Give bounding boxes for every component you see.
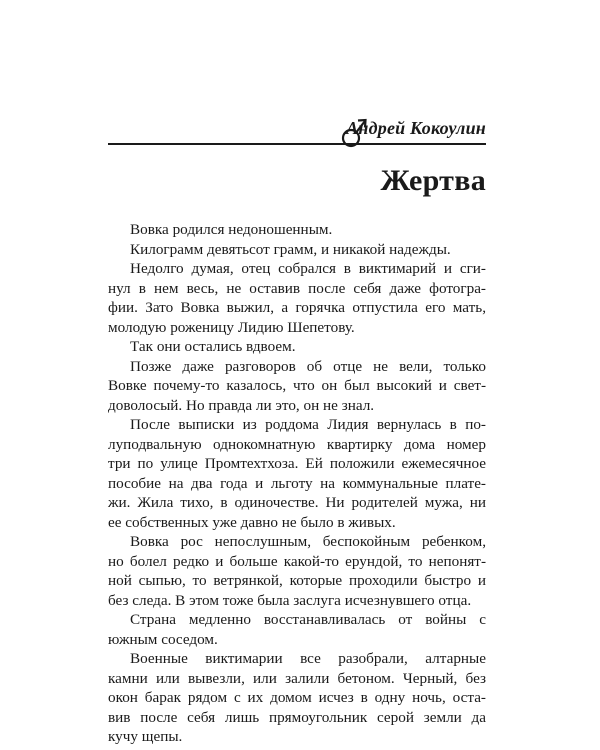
text-line: Позже даже разговоров об отце не вели, только — [130, 357, 486, 375]
text-line: Вовка рос непослушным, беспокойным ребенком, — [130, 533, 486, 550]
paragraph — [108, 357, 486, 416]
text-line: молодую роженицу Лидию Шепетову. — [108, 318, 355, 336]
text-line: но болел редко и больше какой-то ерундой, то непонят- — [108, 552, 486, 570]
paragraph — [108, 649, 486, 747]
story-title: Жертва — [380, 164, 486, 197]
paragraph — [108, 240, 486, 260]
text-line: ной сыпью, то ветрянкой, которые проходили быстро и — [108, 572, 486, 589]
text-line: Так они остались вдвоем. — [130, 338, 296, 355]
text-line: ее собственных уже давно не было в живых. — [108, 513, 396, 531]
text-line: После выписки из роддома Лидия вернулась в по- — [130, 416, 486, 433]
text-line: без следа. В этом тоже была заслуга исчезнувшего отца. — [108, 591, 472, 609]
text-line: Недолго думая, отец собрался в виктимарий и сги- — [130, 260, 486, 277]
text-line: Килограмм девятьсот грамм, и никакой надежды. — [130, 240, 451, 258]
author-name: Андрей Кокоулин — [346, 118, 486, 138]
text-line: нул в нем весь, не оставив после себя даже фотогра- — [108, 279, 486, 297]
text-line: фии. Зато Вовка выжил, а горячка отпустила его мать, — [108, 299, 486, 316]
text-line: Вовка родился недоношенным. — [130, 221, 333, 238]
text-line: камни или вывезли, или залили бетоном. Черный, без — [108, 669, 486, 687]
text-line: пособие на два года и льготу на коммунальные плате- — [108, 474, 486, 492]
text-line: луподвальную однокомнатную квартирку дома номер — [108, 435, 486, 453]
text-line: вив после себя лишь прямоугольник серой земли да — [108, 708, 486, 726]
text-line: Страна медленно восстанавливалась от войны с — [130, 611, 486, 628]
text-line: южным соседом. — [108, 630, 218, 648]
text-line: Вовке почему-то казалось, что он был высокий и свет- — [108, 377, 486, 394]
paragraph — [108, 610, 486, 649]
text-line: кучу щепы. — [108, 728, 183, 745]
story-body — [108, 220, 486, 747]
text-line: три по улице Промтехтхоза. Ей положили ежемесячное — [108, 455, 486, 472]
header-rule — [108, 143, 486, 145]
paragraph — [108, 259, 486, 337]
text-line: жи. Жила тихо, в одиночестве. Ни родителей мужа, ни — [108, 494, 486, 511]
text-line: доволосый. Но правда ли это, он не знал. — [108, 396, 375, 414]
paragraph — [108, 220, 486, 240]
text-line: окон барак рядом с их домом исчез в одну ночь, оста- — [108, 689, 486, 706]
paragraph — [108, 337, 486, 357]
paragraph — [108, 532, 486, 610]
text-line: Военные виктимарии все разобрали, алтарные — [130, 650, 486, 667]
author-header — [108, 116, 486, 150]
paragraph — [108, 415, 486, 532]
